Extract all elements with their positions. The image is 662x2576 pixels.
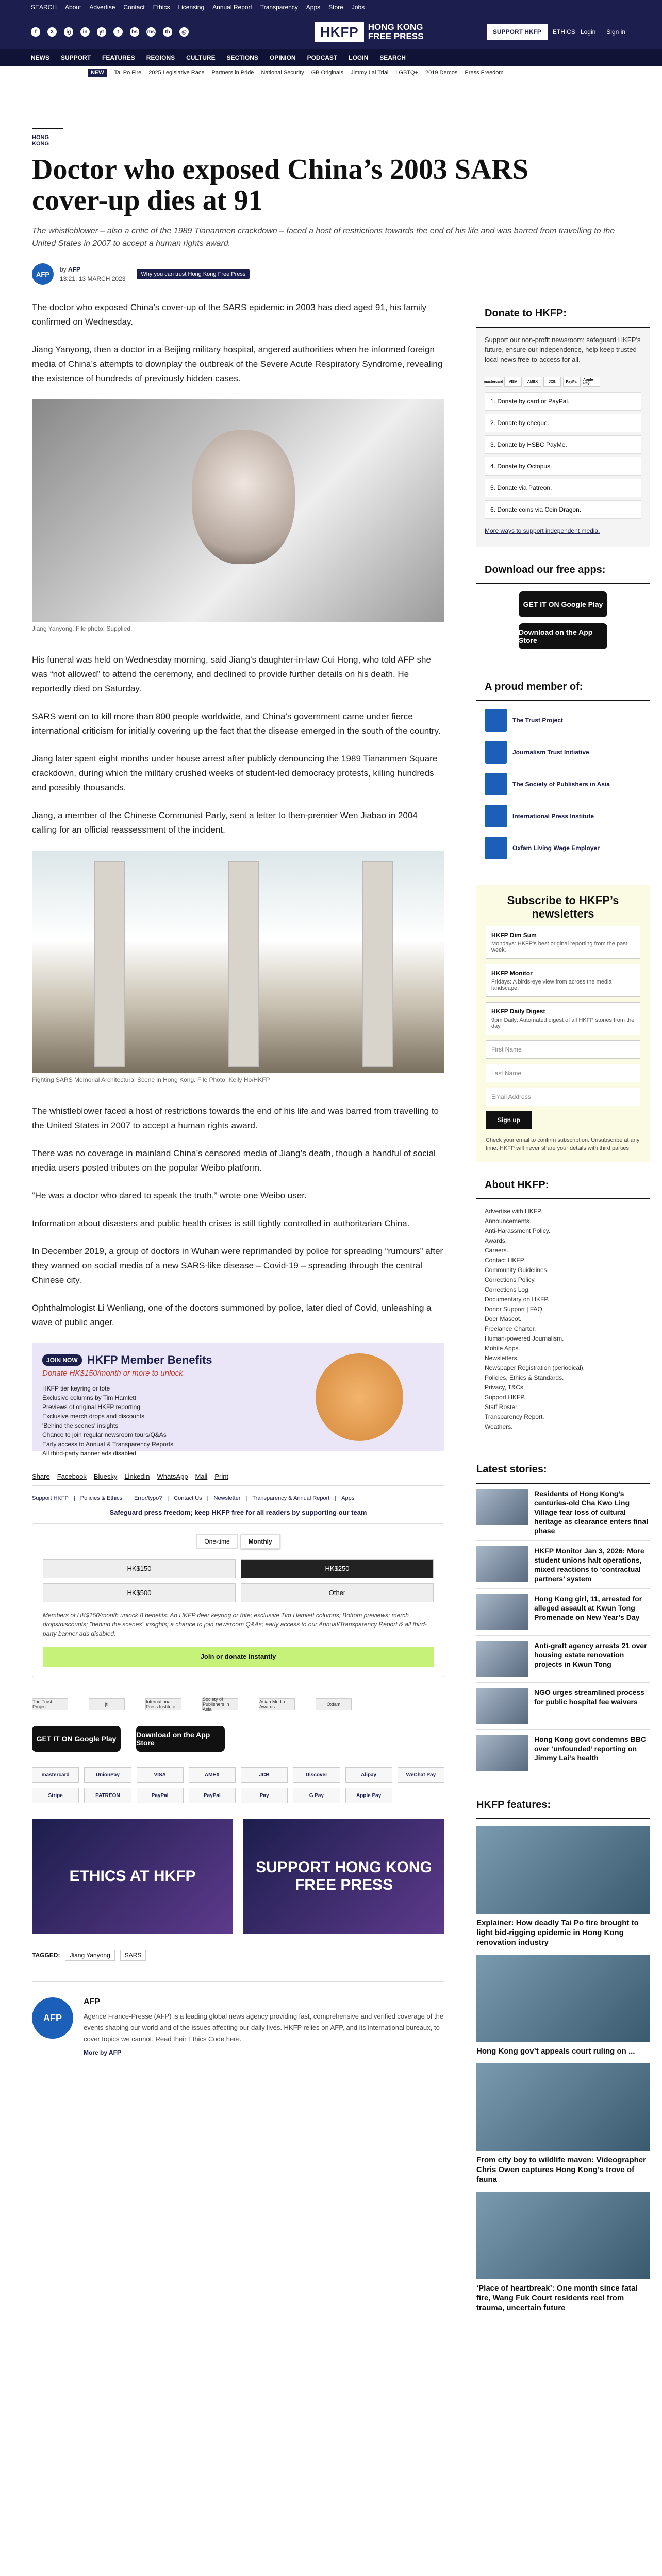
payment-logo: Alipay (345, 1767, 392, 1783)
article-subtitle: The whistleblower – also a critic of the 1989 Tiananmen crackdown – faced a host of restrictions towards the end of his life and was barred from travelling to the United States in 2007 to accept a human rights award. (32, 227, 615, 248)
benefit-item: Exclusive merch drops and discounts (42, 1413, 145, 1420)
linkedin-icon[interactable]: in (80, 27, 90, 37)
donate-form (32, 1523, 444, 1677)
author-box (32, 1981, 444, 2056)
trending-item[interactable]: Press Freedom (465, 69, 504, 76)
paragraph: His funeral was held on Wednesday morning, said Jiang’s daughter-in-law Cui Hong, who told AFP she was “not allowed” to attend the ceremony, and declined to provide further details on his death. He reportedly died on Saturday. (32, 655, 431, 693)
member-logo[interactable]: jti (89, 1698, 125, 1710)
share-facebook[interactable]: Facebook (57, 1472, 87, 1480)
google-play-button[interactable]: GET IT ON Google Play (519, 591, 607, 617)
topbar-link[interactable]: Apps (306, 4, 321, 11)
category-label[interactable]: HONG KONG (32, 128, 63, 147)
newsletter-desc: Fridays: A birds-eye view from across the media landscape. (491, 979, 612, 991)
about-link[interactable]: Community Guidelines. (485, 1266, 549, 1274)
about-link[interactable]: Human-powered Journalism. (485, 1335, 564, 1342)
tag[interactable]: Jiang Yanyong (65, 1950, 114, 1961)
topbar-link[interactable]: About (65, 4, 81, 11)
story-title: Hong Kong girl, 11, arrested for alleged assault at Kwun Tong Promenade on New Year’s Day (534, 1595, 642, 1621)
social-links (31, 27, 189, 37)
donate-option[interactable]: 2. Donate by cheque. (485, 414, 641, 432)
trending-item[interactable]: Jimmy Lai Trial (350, 69, 389, 76)
newsletter-widget (476, 885, 650, 1162)
payment-logo: AMEX (524, 377, 541, 387)
member-logo[interactable]: International Press Institute (145, 1698, 181, 1710)
story-title: NGO urges streamlined process for public hospital fee waivers (534, 1688, 644, 1706)
latest-story[interactable] (476, 1541, 650, 1589)
amount-options (43, 1559, 434, 1602)
search-link[interactable]: SEARCH (31, 4, 57, 11)
about-link[interactable]: Donor Support | FAQ. (485, 1306, 544, 1313)
amount-option[interactable]: Other (241, 1583, 434, 1602)
topbar-link[interactable]: Jobs (351, 4, 365, 11)
oxfam-icon (485, 837, 507, 859)
feature-story[interactable] (476, 2063, 650, 2184)
about-link[interactable]: Contact HKFP. (485, 1257, 525, 1264)
membership-subtitle: Donate HK$150/month or more to unlock (42, 1369, 183, 1378)
newsletter-option[interactable] (486, 964, 640, 997)
feature-title: From city boy to wildlife maven: Videographer Chris Owen captures Hong Kong’s trove of fauna (476, 2156, 646, 2184)
page-title: Doctor who exposed China’s 2003 SARS cover-up dies at 91 (32, 154, 528, 216)
trust-badge[interactable]: Why you can trust Hong Kong Free Press (137, 269, 250, 279)
last-name-field[interactable]: Last Name (486, 1064, 640, 1082)
benefit-item: Early access to Annual & Transparency Reports (42, 1440, 174, 1448)
memorial-pillar (228, 861, 259, 1067)
payment-logo: PATREON (84, 1788, 131, 1803)
member-name: The Trust Project (512, 717, 564, 724)
bluesky-icon[interactable]: bs (130, 27, 139, 37)
footer-link[interactable]: Contact Us (174, 1495, 202, 1501)
about-link[interactable]: Policies, Ethics & Standards. (485, 1374, 564, 1381)
nav-item[interactable]: SUPPORT (61, 54, 91, 61)
share-print[interactable]: Print (214, 1472, 229, 1480)
login-link[interactable]: Login (580, 28, 596, 36)
avatar[interactable]: AFP (32, 263, 54, 285)
about-link[interactable]: Announcements. (485, 1217, 532, 1225)
youtube-icon[interactable]: yt (97, 27, 106, 37)
paragraph: In December 2019, a group of doctors in Wuhan were reprimanded by police for spreading “rumours” after they warned on social media of a new SARS-like disease – Covid-19 – spreading through the central Chinese city. (32, 1246, 443, 1285)
nav-item[interactable]: NEWS (31, 54, 49, 61)
widget-title: Donate to HKFP: (476, 300, 650, 328)
author-avatar[interactable]: AFP (32, 1997, 73, 2039)
payment-logo: Apple Pay (345, 1788, 392, 1803)
story-title: Anti-graft agency arrests 21 over housing estate renovation projects in Kwun Tong (534, 1641, 647, 1668)
newsletter-note: Check your email to confirm subscription. Unsubscribe at any time. HKFP will never share your details with third parties. (486, 1137, 640, 1151)
about-link[interactable]: Privacy, T&Cs. (485, 1384, 525, 1391)
about-widget (476, 1172, 650, 1446)
trending-item[interactable]: GB Originals (311, 69, 343, 76)
member-logo[interactable]: The Trust Project (32, 1698, 68, 1710)
author-name[interactable]: AFP (84, 1997, 100, 2006)
payment-logo: UnionPay (84, 1767, 131, 1783)
about-link[interactable]: Awards. (485, 1237, 507, 1244)
nav-item[interactable]: FEATURES (102, 54, 135, 61)
newsletter-title: Subscribe to HKFP’s newsletters (507, 894, 619, 920)
paragraph: The doctor who exposed China’s cover-up of the SARS epidemic in 2003 has died aged 91, his family confirmed on Wednesday. (32, 302, 427, 327)
paragraph: Jiang, a member of the Chinese Communist Party, sent a letter to then-premier Wen Jiabao in 2004 calling for an official reassessment of the incident. (32, 810, 418, 835)
promo-banners (32, 1819, 444, 1934)
newsletter-name: HKFP Dim Sum (491, 931, 537, 939)
about-link[interactable]: Newsletters. (485, 1354, 519, 1362)
author-link[interactable]: AFP (68, 266, 81, 273)
trust-project-icon (485, 709, 507, 732)
payment-logo: JCB (241, 1767, 288, 1783)
about-link[interactable]: Corrections Policy. (485, 1276, 536, 1283)
member-name: Oxfam Living Wage Employer (512, 844, 600, 852)
topbar-link[interactable]: Licensing (178, 4, 205, 11)
story-thumbnail (476, 1489, 528, 1525)
feature-image (476, 2192, 650, 2279)
topbar-link[interactable]: Ethics (153, 4, 170, 11)
topbar-link[interactable]: Annual Report (212, 4, 252, 11)
photo-caption: Fighting SARS Memorial Architectural Scene in Hong Kong. File Photo: Kelly Ho/HKFP (32, 1076, 270, 1083)
story-thumbnail (476, 1546, 528, 1582)
benefit-item: Chance to join regular newsroom tours/Q&As (42, 1431, 167, 1438)
member-logo[interactable] (485, 771, 641, 797)
paragraph: Jiang Yanyong, then a doctor in a Beijing military hospital, angered authorities when he informed foreign media of China’s attempts to downplay the outbreak of the Severe Acute Respiratory Syndrome, revealing the existence of hundreds of previously hidden cases. (32, 345, 443, 383)
donate-option[interactable]: 1. Donate by card or PayPal. (485, 392, 641, 411)
donate-option[interactable]: 4. Donate by Octopus. (485, 457, 641, 476)
about-link[interactable]: Support HKFP. (485, 1394, 526, 1401)
widget-title: Download our free apps: (476, 557, 650, 584)
member-name: International Press Institute (512, 812, 594, 820)
story-thumbnail (476, 1641, 528, 1677)
logo-mark: HKFP (315, 22, 364, 42)
email-icon[interactable]: @ (179, 27, 189, 37)
newsletter-name: HKFP Monitor (491, 970, 533, 977)
payment-logo: WeChat Pay (398, 1767, 444, 1783)
feature-image (476, 1955, 650, 2042)
trending-item[interactable]: 2019 Demos (425, 69, 458, 76)
latest-story[interactable] (476, 1636, 650, 1683)
support-banner[interactable]: SUPPORT HONG KONG FREE PRESS (243, 1819, 444, 1934)
site-logo[interactable] (315, 22, 423, 42)
apps-widget (476, 557, 650, 664)
photo-caption: Jiang Yanyong. File photo: Supplied. (32, 625, 133, 632)
memorial-pillar (94, 861, 125, 1067)
app-buttons (32, 1726, 444, 1752)
mascot-illustration (316, 1353, 403, 1441)
newsletter-option[interactable] (486, 1002, 640, 1035)
paragraph: SARS went on to kill more than 800 people worldwide, and China’s government came under fierce international criticism for initially covering up the fact that the disease emerged in the south of the country. (32, 711, 441, 736)
more-ways-link[interactable]: More ways to support independent media. (485, 527, 600, 534)
payment-logo: PayPal (137, 1788, 184, 1803)
join-donate-button[interactable]: Join or donate instantly (43, 1647, 434, 1667)
tag[interactable]: SARS (120, 1950, 146, 1961)
widget-title: Latest stories: (476, 1456, 650, 1484)
footer-link[interactable]: Newsletter (213, 1495, 241, 1501)
x-icon[interactable]: X (47, 27, 57, 37)
benefit-item: HKFP tier keyring or tote (42, 1385, 110, 1392)
membership-note: Members of HK$150/month unlock 8 benefits: An HKFP deer keyring or tote; exclusive Tim Hamlett columns; Bottom previews; merch drops/discounts; "behind the scenes" insights; a chance to join newsroom Q&As; early access to our Annual/Transparency Report & all third-party banner ads disabled. (43, 1612, 427, 1637)
feature-title: Hong Kong gov’t appeals court ruling on ... (476, 2047, 635, 2056)
author-bio: Agence France-Presse (AFP) is a leading global news agency providing fast, comprehensive and verified coverage of the events shaping our world and of the issues affecting our daily lives. HKFP relies on AFP, and its international bureaux, to cover topics we cannot. Read their Ethics Code here. (84, 2012, 444, 2043)
member-logo[interactable]: Asian Media Awards (259, 1698, 295, 1710)
byline-meta (60, 265, 125, 283)
widget-title: About HKFP: (476, 1172, 650, 1199)
footer-link[interactable]: Transparency & Annual Report (252, 1495, 330, 1501)
share-label: Share (32, 1472, 50, 1480)
story-title: Residents of Hong Kong’s centuries-old Cha Kwo Ling Village fear loss of cultural heritage as clearance enters final phase (534, 1489, 648, 1535)
benefit-item: Exclusive columns by Tim Hamlett (42, 1394, 137, 1401)
nav-item[interactable]: SECTIONS (226, 54, 258, 61)
membership-banner[interactable] (32, 1343, 444, 1457)
trending-label: NEW (88, 69, 107, 77)
payment-logo: Pay (241, 1788, 288, 1803)
paragraph: There was no coverage in mainland China’s censored media of Jiang’s death, though a handful of social media users posted tributes on the popular Weibo platform. (32, 1148, 436, 1173)
feature-story[interactable] (476, 2192, 650, 2313)
about-list (476, 1199, 650, 1439)
amount-option[interactable]: HK$250 (241, 1559, 434, 1578)
about-link[interactable]: Weathers. (485, 1423, 513, 1430)
about-link[interactable]: Transparency Report. (485, 1413, 544, 1420)
member-logo[interactable] (485, 803, 641, 829)
member-logo[interactable]: Society of Publishers in Asia (202, 1698, 238, 1710)
payment-methods (32, 1767, 444, 1803)
about-link[interactable]: Careers. (485, 1247, 509, 1254)
paragraph: The whistleblower faced a host of restrictions towards the end of his life and was barred from travelling to the United States in 2007 to accept a human rights award. (32, 1106, 439, 1130)
proud-member-widget (476, 674, 650, 874)
donate-option[interactable]: 6. Donate coins via Coin Dragon. (485, 500, 641, 519)
frequency-toggle (43, 1534, 434, 1549)
payment-logo: G Pay (293, 1788, 340, 1803)
app-buttons (476, 584, 650, 656)
feature-title: ‘Place of heartbreak’: One month since fatal fire, Wang Fuk Court residents reel from trauma, uncertain future (476, 2284, 638, 2312)
payment-logo: mastercard (485, 377, 502, 387)
feature-image (476, 2063, 650, 2151)
feature-image (476, 1826, 650, 1914)
newsletter-option[interactable] (486, 926, 640, 959)
nav-item[interactable]: LOGIN (349, 54, 369, 61)
nav-item[interactable]: CULTURE (186, 54, 216, 61)
content-columns (32, 300, 648, 2313)
payment-logo: Apple Pay (583, 377, 600, 387)
payment-logo: JCB (543, 377, 561, 387)
about-link[interactable]: Mobile Apps. (485, 1345, 520, 1352)
payment-logo: AMEX (189, 1767, 236, 1783)
latest-story[interactable] (476, 1730, 650, 1776)
member-logo[interactable] (485, 739, 641, 765)
donate-option[interactable]: 3. Donate by HSBC PayMe. (485, 435, 641, 454)
main-nav (0, 49, 662, 66)
about-link[interactable]: Doer Mascot. (485, 1315, 522, 1323)
paragraph: Jiang later spent eight months under house arrest after publicly denouncing the 1989 Tiananmen Square crackdown, during which the military crushed weeks of student-led democracy protests, killing hundreds and possibly thousands. (32, 754, 438, 792)
app-store-button[interactable]: Download on the App Store (519, 623, 607, 649)
tags (32, 1950, 444, 1961)
story-title: HKFP Monitor Jan 3, 2026: More student unions halt operations, mixed reactions to ‘contractual partners’ system (534, 1547, 644, 1583)
paragraph: “He was a doctor who dared to speak the truth,” wrote one Weibo user. (32, 1191, 307, 1200)
story-thumbnail (476, 1688, 528, 1724)
newsletter-desc: Mondays: HKFP's best original reporting from the past week. (491, 941, 627, 953)
amount-option[interactable]: HK$150 (43, 1559, 236, 1578)
latest-story[interactable] (476, 1589, 650, 1636)
threads-icon[interactable]: th (163, 27, 172, 37)
signin-button[interactable]: Sign in (601, 25, 631, 39)
more-by-author[interactable]: More by AFP (84, 2049, 121, 2056)
trending-item[interactable]: 2025 Legislative Race (148, 69, 205, 76)
join-badge[interactable]: JOIN NOW (42, 1354, 82, 1366)
share-mail[interactable]: Mail (195, 1472, 208, 1480)
payment-logo: VISA (504, 377, 522, 387)
mastodon-icon[interactable]: ms (146, 27, 156, 37)
article-photo[interactable] (32, 399, 444, 622)
about-link[interactable]: Anti-Harassment Policy. (485, 1227, 551, 1234)
story-title: Hong Kong govt condemns BBC over ‘unfounded’ reporting on Jimmy Lai’s health (534, 1735, 646, 1762)
latest-story[interactable] (476, 1683, 650, 1730)
trending-bar (0, 66, 662, 79)
nav-item[interactable]: SEARCH (379, 54, 406, 61)
ethics-link[interactable]: ETHICS (552, 28, 575, 36)
freq-monthly[interactable]: Monthly (241, 1534, 280, 1549)
latest-story[interactable] (476, 1484, 650, 1541)
facebook-icon[interactable]: f (31, 27, 40, 37)
newsletter-name: HKFP Daily Digest (491, 1008, 545, 1015)
article-body (32, 300, 444, 2313)
trending-item[interactable]: LGBTQ+ (395, 69, 419, 76)
latest-widget (476, 1456, 650, 1776)
story-thumbnail (476, 1594, 528, 1630)
about-link[interactable]: Documentary on HKFP. (485, 1296, 550, 1303)
member-name: Journalism Trust Initiative (512, 749, 589, 756)
share-linkedin[interactable]: LinkedIn (124, 1472, 150, 1480)
feature-story[interactable] (476, 1955, 650, 2056)
feature-story[interactable] (476, 1826, 650, 1947)
trending-item[interactable]: Partners in Pride (211, 69, 254, 76)
sopa-icon (485, 773, 507, 795)
nav-item[interactable]: OPINION (269, 54, 296, 61)
freq-one-time[interactable]: One-time (196, 1534, 237, 1549)
topbar-link[interactable]: Advertise (89, 4, 115, 11)
instagram-icon[interactable]: ig (64, 27, 73, 37)
features-widget (476, 1792, 650, 2313)
first-name-field[interactable]: First Name (486, 1040, 640, 1059)
footer-link[interactable]: Support HKFP (32, 1495, 69, 1501)
topbar-link[interactable]: Transparency (260, 4, 298, 11)
share-whatsapp[interactable]: WhatsApp (157, 1472, 188, 1480)
portrait (192, 430, 295, 564)
footer-link[interactable]: Error/typo? (134, 1495, 162, 1501)
nav-item[interactable]: REGIONS (146, 54, 175, 61)
about-link[interactable]: Corrections Log. (485, 1286, 531, 1293)
story-thumbnail (476, 1735, 528, 1771)
member-logos (32, 1698, 444, 1710)
member-logo[interactable]: Oxfam (316, 1698, 352, 1710)
email-field[interactable]: Email Address (486, 1088, 640, 1106)
payment-logo: mastercard (32, 1767, 79, 1783)
donate-widget (476, 300, 650, 547)
newsletter-desc: 9pm Daily: Automated digest of all HKFP stories from the day. (491, 1017, 635, 1029)
donate-body: Support our non-profit newsroom: safeguard HKFP’s future, ensure our independence, help keep trusted local news free-to-access for all. (485, 336, 641, 363)
benefit-item: All third-party banner ads disabled (42, 1450, 137, 1457)
about-link[interactable]: Advertise with HKFP. (485, 1208, 542, 1215)
footer-link[interactable]: Policies & Ethics (80, 1495, 123, 1501)
payment-logo: PayPal (189, 1788, 236, 1803)
payment-logo: VISA (137, 1767, 184, 1783)
article-footer-links: Support HKFP | Policies & Ethics | Error/typo? | Contact Us | Newsletter | Transparency & Annual Report | Apps (32, 1495, 355, 1501)
member-logo[interactable] (485, 707, 641, 733)
feature-title: Explainer: How deadly Tai Po fire brought to light bid-rigging epidemic in Hong Kong renovation industry (476, 1919, 639, 1947)
byline (32, 263, 630, 285)
logo-line: HONG KONG (368, 22, 423, 32)
trending-item[interactable]: National Security (261, 69, 304, 76)
jti-icon (485, 741, 507, 764)
about-link[interactable]: Newspaper Registration (periodical). (485, 1364, 585, 1371)
google-play-button[interactable]: GET IT ON Google Play (32, 1726, 121, 1752)
logo-line: FREE PRESS (368, 31, 424, 41)
trending-item[interactable]: Tai Po Fire (114, 69, 142, 76)
top-bar (0, 0, 662, 14)
share-bar (32, 1467, 444, 1486)
topbar-link[interactable]: Store (328, 4, 343, 11)
topbar-link[interactable]: Contact (123, 4, 145, 11)
publish-date: 13:21, 13 MARCH 2023 (60, 275, 126, 282)
share-bluesky[interactable]: Bluesky (93, 1472, 118, 1480)
logo-text (368, 23, 424, 41)
memorial-pillar (362, 861, 393, 1067)
paragraph: Ophthalmologist Li Wenliang, one of the doctors summoned by police, later died of Covid, unleashing a wave of public anger. (32, 1303, 432, 1327)
donate-option[interactable]: 5. Donate via Patreon. (485, 479, 641, 497)
app-store-button[interactable]: Download on the App Store (136, 1726, 225, 1752)
member-logo[interactable] (485, 835, 641, 861)
support-button[interactable]: SUPPORT HKFP (487, 24, 548, 40)
tags-label: TAGGED: (32, 1952, 60, 1959)
payment-logo: Stripe (32, 1788, 79, 1803)
payment-icons (476, 377, 650, 387)
widget-title: A proud member of: (476, 674, 650, 701)
safeguard-text: Safeguard press freedom; keep HKFP free for all readers by supporting our team (109, 1509, 367, 1516)
footer-link[interactable]: Apps (341, 1495, 355, 1501)
telegram-icon[interactable]: t (113, 27, 123, 37)
sidebar (476, 300, 650, 2313)
member-name: The Society of Publishers in Asia (512, 781, 610, 788)
payment-logo: Discover (293, 1767, 340, 1783)
membership-title: HKFP Member Benefits (87, 1353, 212, 1366)
benefit-item: Previews of original HKFP reporting (42, 1403, 140, 1411)
ipi-icon (485, 805, 507, 827)
widget-title: HKFP features: (476, 1792, 650, 1819)
nav-item[interactable]: PODCAST (307, 54, 338, 61)
benefit-item: 'Behind the scenes' insights (42, 1422, 119, 1429)
by-prefix: by (60, 266, 69, 273)
ethics-banner[interactable]: ETHICS AT HKFP (32, 1819, 233, 1934)
signup-button[interactable]: Sign up (486, 1111, 532, 1129)
about-link[interactable]: Freelance Charter. (485, 1325, 536, 1332)
header (0, 14, 662, 49)
article-photo[interactable] (32, 851, 444, 1073)
amount-option[interactable]: HK$500 (43, 1583, 236, 1602)
payment-logo: PayPal (563, 377, 581, 387)
paragraph: Information about disasters and public health crises is still tightly controlled in authoritarian China. (32, 1218, 410, 1228)
article-wrapper (0, 128, 662, 2313)
about-link[interactable]: Staff Roster. (485, 1403, 519, 1411)
